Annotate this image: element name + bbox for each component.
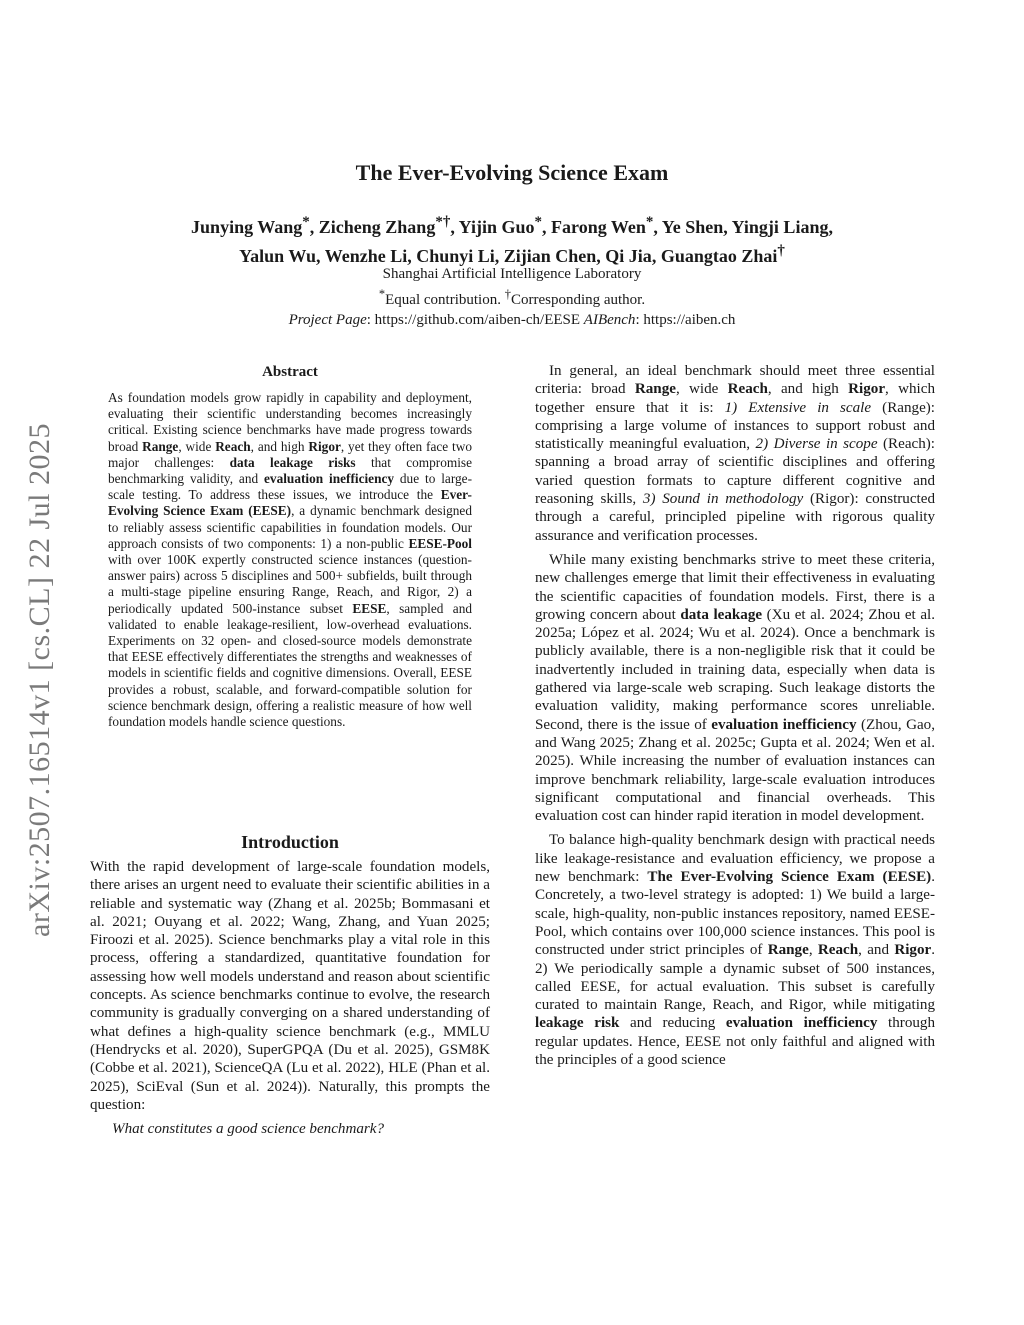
- introduction-right-column: [535, 362, 935, 1069]
- author-mark: *: [302, 214, 310, 230]
- author: Yalun Wu: [239, 246, 317, 266]
- author: Yijin Guo: [458, 217, 535, 237]
- author: Junying Wang: [191, 217, 303, 237]
- bench-label: AIBench: [583, 312, 636, 328]
- introduction-left-column: [90, 858, 490, 1138]
- author-mark: *: [645, 214, 654, 230]
- bench-link[interactable]: https://aiben.ch: [643, 312, 736, 328]
- author-mark: *†: [435, 214, 451, 230]
- corr-mark: †: [504, 287, 511, 301]
- equal-contribution: Equal contribution.: [385, 292, 501, 308]
- affiliation: Shanghai Artificial Intelligence Laboratory: [382, 266, 642, 282]
- affiliation-block: [0, 264, 1024, 330]
- intro-paragraph-1: With the rapid development of large-scale foundation models, there arises an urgent need to evaluate their scientific abilities in a reliable and systematic way (Zhang et al. 2025b; Bommasani et al. 2021; Ouyang et al. 2022; Wang, Zhang, and Yuan 2025; Firoozi et al. 2025). Science benchmarks play a vital role in this process, offering a standardized, quantitative foundation for assessing how well models understand and reason about scientific concepts. As science benchmarks continue to evolve, the research community is gradually converging on a shared understanding of what defines a high-quality science benchmark (e.g., MMLU (Hendrycks et al. 2020), SuperGPQA (Du et al. 2025), GSM8K (Cobbe et al. 2021), ScienceQA (Lu et al. 2022), HLE (Phan et al. 2025), SciEval (Sun et al. 2024)). Naturally, this prompts the question:: [90, 859, 490, 1113]
- author: Farong Wen: [551, 217, 646, 237]
- arxiv-identifier-sidebar: [10, 380, 70, 980]
- abstract-text: As foundation models grow rapidly in capability and deployment, evaluating their scientific understanding becomes increasingly critical. Existing science benchmarks have made progress towards broad Range, wide Reach, and high Rigor, yet they often face two major challenges: data leakage risks that compromise benchmarking validity, and evaluation inefficiency due to large-scale testing. To address these issues, we introduce the Ever-Evolving Science Exam (EESE), a dynamic benchmark designed to reliably assess scientific capabilities in foundation models. Our approach consists of two components: 1) a non-public EESE-Pool with over 100K expertly constructed science instances (question-answer pairs) across 5 disciplines and 500+ subfields, built through a multi-stage pipeline ensuring Range, Reach, and Rigor, 2) a periodically updated 500-instance subset EESE, sampled and validated to enable leakage-resilient, low-overhead evaluations. Experiments on 32 open- and closed-source models demonstrate that EESE effectively differentiates the strengths and weaknesses of models in scientific fields and cognitive dimensions. Overall, EESE provides a robust, scalable, and forward-compatible solution for science benchmark design, offering a realistic measure of how well foundation models handle science questions.: [108, 390, 472, 730]
- contribution-note: [0, 284, 1024, 310]
- author: Qi Jia: [605, 246, 652, 266]
- introduction-heading: Introduction: [241, 832, 339, 852]
- author: Zijian Chen: [503, 246, 597, 266]
- intro-paragraph-2: In general, an ideal benchmark should meet three essential criteria: broad Range, wide Reach, and high Rigor, which together ensure that it is: 1) Extensive in scale (Range): comprising a large volume of instances to support robust and statistically meaningful evaluation, 2) Diverse in scope (Reach): spanning a broad array of scientific disciplines and offering varied question formats to capture different cognitive and reasoning skills, 3) Sound in methodology (Rigor): constructed through a careful, principled pipeline with rigorous quality assurance and verification processes.: [535, 363, 935, 544]
- corresponding-author: Corresponding author.: [510, 292, 646, 308]
- author: Yingji Liang: [731, 217, 829, 237]
- intro-paragraph-4: To balance high-quality benchmark design with practical needs like leakage-resistance and evaluation efficiency, we propose a new benchmark: The Ever-Evolving Science Exam (EESE). Concretely, a two-level strategy is adopted: 1) We build a large-scale, high-quality, non-public instances repository, named EESE-Pool, which contains over 100,000 science instances. This pool is constructed under strict principles of Range, Reach, and Rigor. 2) We periodically sample a dynamic subset of 500 instances, called EESE, for actual evaluation. This subset is carefully curated to maintain Range, Reach, and Rigor, while mitigating leakage risk and reducing evaluation inefficiency through regular updates. Hence, EESE not only faithful and aligned with the principles of a good science: [535, 832, 936, 1068]
- author: Zicheng Zhang: [318, 217, 436, 237]
- project-label: Project Page: [288, 312, 367, 328]
- author: Chunyi Li: [416, 246, 495, 266]
- author-list: Junying Wang*, Zicheng Zhang*†, Yijin Guo*, Farong Wen*, Ye Shen, Yingji Liang, Yalun Wu, Wenzhe Li, Chunyi Li, Zijian Chen, Qi Jia, Guangtao Zhai†: [191, 214, 833, 266]
- intro-paragraph-3: While many existing benchmarks strive to meet these criteria, new challenges emerge that limit their effectiveness in evaluating the scientific capacities of foundation models. First, there is a growing concern about data leakage (Xu et al. 2024; Zhou et al. 2025a; López et al. 2024; Wu et al. 2024). Once a benchmark is publicly available, there is a non-negligible risk that it could be inadvertently included in training data, especially when data is gathered via large-scale web scraping. Such leakage distorts the evaluation validity, making performance scores unreliable. Second, there is the issue of evaluation inefficiency (Zhou, Gao, and Wang 2025; Zhang et al. 2025c; Gupta et al. 2024; Wen et al. 2025). While increasing the number of evaluation instances can improve benchmark reliability, large-scale evaluation introduces significant computational and financial overheads. This evaluation cost can hinder rapid iteration in model development.: [535, 551, 935, 825]
- author: Ye Shen: [661, 217, 724, 237]
- paper-title: The Ever-Evolving Science Exam: [355, 160, 669, 185]
- abstract-heading: Abstract: [262, 364, 318, 380]
- author-mark: *: [534, 214, 543, 230]
- author: Wenzhe Li: [324, 246, 408, 266]
- arxiv-identifier: arXiv:2507.16514v1 [cs.CL] 22 Jul 2025: [23, 423, 56, 937]
- equal-mark: *: [378, 287, 386, 301]
- project-link[interactable]: https://github.com/aiben-ch/EESE: [374, 312, 581, 328]
- author: Guangtao Zhai: [660, 246, 778, 266]
- links-line: Project Page: https://github.com/aiben-ch/EESE AIBench: https://aiben.ch: [288, 312, 736, 328]
- research-question: What constitutes a good science benchmark?: [112, 1121, 385, 1138]
- author-mark: †: [777, 243, 785, 259]
